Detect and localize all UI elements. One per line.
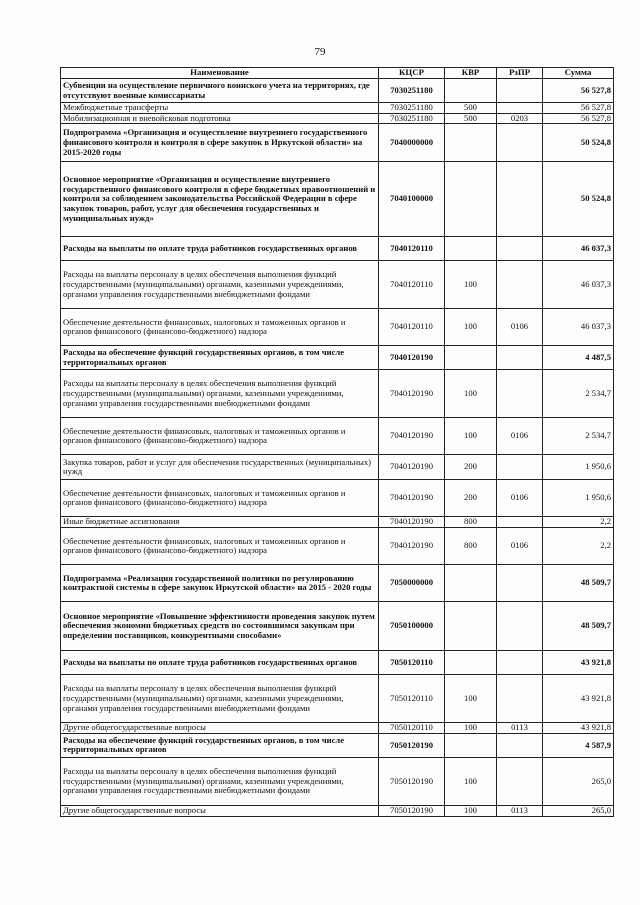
table-row <box>61 455 614 480</box>
cell-kcsr: 7050120190 <box>379 757 445 805</box>
table-row <box>61 805 614 816</box>
cell-name: Основное мероприятие «Повышение эффективности проведения закупок путем обеспечения экономии бюджетных средств по состоявшимся закупкам при определении поставщиков, конкурентными способами» <box>61 602 379 651</box>
cell-rzpr: 0113 <box>497 805 543 816</box>
cell-sum: 1 950,6 <box>543 455 614 480</box>
cell-kcsr: 7030251180 <box>379 103 445 114</box>
table-row <box>61 602 614 651</box>
cell-sum: 56 527,8 <box>543 113 614 124</box>
table-row <box>61 261 614 309</box>
table-row <box>61 723 614 734</box>
cell-sum: 43 921,8 <box>543 675 614 723</box>
column-header-kvr: КВР <box>445 68 497 79</box>
cell-rzpr <box>497 517 543 528</box>
cell-sum: 265,0 <box>543 757 614 805</box>
cell-kvr: 800 <box>445 517 497 528</box>
cell-rzpr <box>497 261 543 309</box>
cell-kcsr: 7040120110 <box>379 237 445 261</box>
cell-kvr: 200 <box>445 455 497 480</box>
table-row <box>61 370 614 418</box>
cell-sum: 56 527,8 <box>543 79 614 103</box>
cell-sum: 2 534,7 <box>543 418 614 455</box>
cell-sum: 48 509,7 <box>543 565 614 602</box>
table-row <box>61 517 614 528</box>
table-row <box>61 565 614 602</box>
cell-rzpr <box>497 370 543 418</box>
cell-name: Основное мероприятие «Организация и осуществление внутреннего государственного финансового контроля в сфере бюджетных правоотношений и контроля за соблюдением законодательства Российской Федерации в сфере закупок товаров, работ, услуг для обеспечения государственных и муниципальных нужд» <box>61 162 379 237</box>
cell-rzpr <box>497 565 543 602</box>
cell-kcsr: 7050120190 <box>379 733 445 757</box>
cell-rzpr <box>497 675 543 723</box>
cell-kcsr: 7040120190 <box>379 370 445 418</box>
cell-kcsr: 7040120190 <box>379 528 445 565</box>
table-row <box>61 113 614 124</box>
cell-sum: 4 587,9 <box>543 733 614 757</box>
cell-kvr: 800 <box>445 528 497 565</box>
cell-name: Обеспечение деятельности финансовых, налоговых и таможенных органов и органов финансового (финансово-бюджетного) надзора <box>61 480 379 517</box>
cell-sum: 48 509,7 <box>543 602 614 651</box>
cell-name: Иные бюджетные ассигнования <box>61 517 379 528</box>
cell-kvr: 500 <box>445 103 497 114</box>
column-header-name: Наименование <box>61 68 379 79</box>
cell-rzpr <box>497 103 543 114</box>
cell-kcsr: 7050120110 <box>379 651 445 675</box>
table-row <box>61 79 614 103</box>
table-row <box>61 162 614 237</box>
cell-kcsr: 7050120110 <box>379 675 445 723</box>
cell-rzpr <box>497 602 543 651</box>
cell-name: Расходы на выплаты по оплате труда работников государственных органов <box>61 237 379 261</box>
table-row <box>61 733 614 757</box>
cell-name: Подпрограмма «Реализация государственной политики по регулированию контрактной системы в сфере закупок Иркутской области» на 2015 - 2020 годы <box>61 565 379 602</box>
cell-sum: 265,0 <box>543 805 614 816</box>
cell-kcsr: 7040100000 <box>379 162 445 237</box>
cell-name: Подпрограмма «Организация и осуществление внутреннего государственного финансового контроля и контроля в сфере закупок в Иркутской области» на 2015-2020 годы <box>61 124 379 162</box>
cell-rzpr: 0113 <box>497 723 543 734</box>
cell-sum: 2,2 <box>543 528 614 565</box>
column-header-sum: Сумма <box>543 68 614 79</box>
cell-kvr: 100 <box>445 757 497 805</box>
cell-rzpr <box>497 733 543 757</box>
cell-kvr <box>445 237 497 261</box>
cell-kvr: 100 <box>445 723 497 734</box>
cell-kvr: 100 <box>445 418 497 455</box>
cell-kcsr: 7030251180 <box>379 113 445 124</box>
cell-kcsr: 7040120190 <box>379 480 445 517</box>
cell-kcsr: 7050120190 <box>379 805 445 816</box>
cell-name: Другие общегосударственные вопросы <box>61 723 379 734</box>
cell-kvr: 500 <box>445 113 497 124</box>
cell-kcsr: 7040120190 <box>379 418 445 455</box>
table-row <box>61 418 614 455</box>
cell-rzpr <box>497 237 543 261</box>
cell-sum: 50 524,8 <box>543 162 614 237</box>
table-row <box>61 651 614 675</box>
cell-name: Расходы на обеспечение функций государственных органов, в том числе территориальных органов <box>61 346 379 370</box>
cell-kcsr: 7050120110 <box>379 723 445 734</box>
cell-kcsr: 7040120190 <box>379 346 445 370</box>
cell-sum: 2,2 <box>543 517 614 528</box>
cell-name: Расходы на выплаты персоналу в целях обеспечения выполнения функций государственными (муниципальными) органами, казенными учреждениями, органами управления государственными внебюджетными фондами <box>61 675 379 723</box>
page-number: 79 <box>314 46 326 58</box>
budget-table <box>60 67 614 817</box>
cell-name: Межбюджетные трансферты <box>61 103 379 114</box>
table-row <box>61 675 614 723</box>
cell-rzpr <box>497 79 543 103</box>
cell-kvr: 100 <box>445 370 497 418</box>
cell-rzpr <box>497 455 543 480</box>
cell-kvr <box>445 651 497 675</box>
cell-sum: 46 037,3 <box>543 261 614 309</box>
cell-kvr <box>445 346 497 370</box>
cell-rzpr: 0203 <box>497 113 543 124</box>
cell-sum: 4 487,5 <box>543 346 614 370</box>
cell-kvr <box>445 162 497 237</box>
column-header-rzpr: РзПР <box>497 68 543 79</box>
cell-kvr <box>445 733 497 757</box>
cell-kcsr: 7040120110 <box>379 309 445 346</box>
cell-kcsr: 7050100000 <box>379 602 445 651</box>
table-row <box>61 309 614 346</box>
cell-kvr: 100 <box>445 309 497 346</box>
column-header-kcsr: КЦСР <box>379 68 445 79</box>
cell-sum: 43 921,8 <box>543 723 614 734</box>
cell-kvr <box>445 565 497 602</box>
table-row <box>61 528 614 565</box>
cell-rzpr <box>497 162 543 237</box>
cell-kcsr: 7050000000 <box>379 565 445 602</box>
table-body <box>61 79 614 817</box>
table-row <box>61 103 614 114</box>
cell-name: Расходы на выплаты персоналу в целях обеспечения выполнения функций государственными (муниципальными) органами, казенными учреждениями, органами управления государственными внебюджетными фондами <box>61 757 379 805</box>
cell-name: Обеспечение деятельности финансовых, налоговых и таможенных органов и органов финансового (финансово-бюджетного) надзора <box>61 528 379 565</box>
cell-name: Обеспечение деятельности финансовых, налоговых и таможенных органов и органов финансового (финансово-бюджетного) надзора <box>61 309 379 346</box>
table-header-row <box>61 68 614 79</box>
cell-rzpr: 0106 <box>497 309 543 346</box>
cell-name: Мобилизационная и вневойсковая подготовка <box>61 113 379 124</box>
cell-kcsr: 7040000000 <box>379 124 445 162</box>
cell-name: Обеспечение деятельности финансовых, налоговых и таможенных органов и органов финансового (финансово-бюджетного) надзора <box>61 418 379 455</box>
cell-name: Другие общегосударственные вопросы <box>61 805 379 816</box>
cell-kvr: 100 <box>445 261 497 309</box>
cell-name: Расходы на обеспечение функций государственных органов, в том числе территориальных органов <box>61 733 379 757</box>
cell-kcsr: 7040120190 <box>379 455 445 480</box>
cell-sum: 50 524,8 <box>543 124 614 162</box>
cell-rzpr: 0106 <box>497 480 543 517</box>
cell-name: Расходы на выплаты персоналу в целях обеспечения выполнения функций государственными (муниципальными) органами, казенными учреждениями, органами управления государственными внебюджетными фондами <box>61 261 379 309</box>
table-row <box>61 346 614 370</box>
cell-sum: 46 037,3 <box>543 237 614 261</box>
cell-kvr <box>445 79 497 103</box>
table-row <box>61 237 614 261</box>
table-row <box>61 480 614 517</box>
cell-rzpr <box>497 124 543 162</box>
cell-name: Расходы на выплаты персоналу в целях обеспечения выполнения функций государственными (муниципальными) органами, казенными учреждениями, органами управления государственными внебюджетными фондами <box>61 370 379 418</box>
cell-kcsr: 7040120190 <box>379 517 445 528</box>
cell-kcsr: 7030251180 <box>379 79 445 103</box>
table-row <box>61 124 614 162</box>
cell-kvr: 200 <box>445 480 497 517</box>
cell-rzpr: 0106 <box>497 418 543 455</box>
table-row <box>61 757 614 805</box>
cell-rzpr: 0106 <box>497 528 543 565</box>
cell-rzpr <box>497 651 543 675</box>
cell-sum: 56 527,8 <box>543 103 614 114</box>
cell-kvr: 100 <box>445 675 497 723</box>
cell-kvr <box>445 124 497 162</box>
cell-sum: 2 534,7 <box>543 370 614 418</box>
cell-sum: 46 037,3 <box>543 309 614 346</box>
cell-name: Субвенции на осуществление первичного воинского учета на территориях, где отсутствуют военные комиссариаты <box>61 79 379 103</box>
cell-rzpr <box>497 757 543 805</box>
cell-name: Расходы на выплаты по оплате труда работников государственных органов <box>61 651 379 675</box>
cell-kcsr: 7040120110 <box>379 261 445 309</box>
cell-name: Закупка товаров, работ и услуг для обеспечения государственных (муниципальных) нужд <box>61 455 379 480</box>
cell-kvr <box>445 602 497 651</box>
cell-kvr: 100 <box>445 805 497 816</box>
cell-rzpr <box>497 346 543 370</box>
cell-sum: 1 950,6 <box>543 480 614 517</box>
cell-sum: 43 921,8 <box>543 651 614 675</box>
